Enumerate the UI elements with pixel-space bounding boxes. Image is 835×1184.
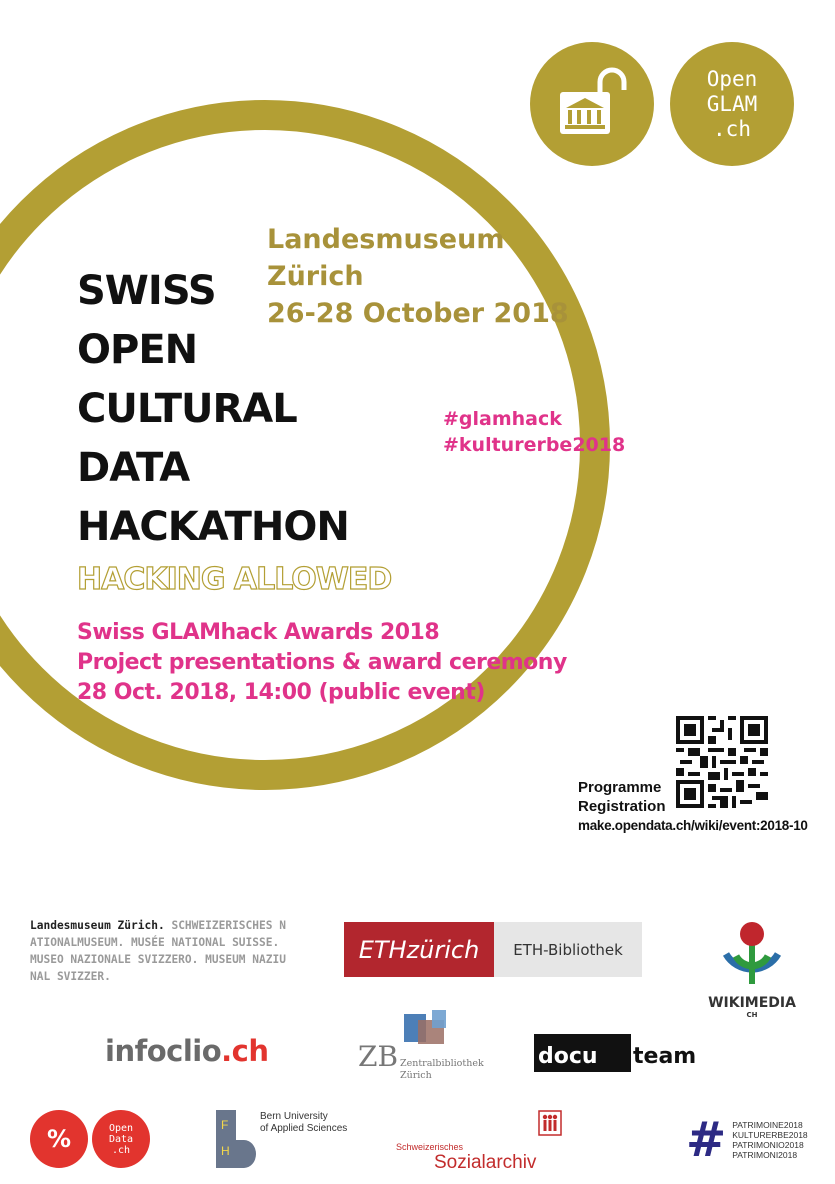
wikimedia-country: CH [746, 1011, 758, 1019]
eth-zurich-mark: ETHzürich [344, 922, 494, 977]
opendata-line-1: Open [108, 1122, 134, 1134]
sozialarchiv-name: Sozialarchiv [434, 1152, 537, 1173]
eth-logo [344, 922, 642, 977]
title-line-4: DATA [77, 445, 190, 491]
hashtag-icon: # [686, 1112, 727, 1168]
zb-book-icon [404, 1010, 454, 1046]
awards-subtitle: Project presentations & award ceremony [77, 650, 567, 675]
eth-bibliothek-label: ETH-Bibliothek [494, 922, 642, 977]
landesmuseum-subtitle: SCHWEIZERISCHES NATIONALMUSEUM. MUSÉE NATIONAL SUISSE. MUSEO NAZIONALE SVIZZERO. MUSEUM NAZIUNAL SVIZZER. [30, 919, 286, 983]
venue-name: Landesmuseum [267, 224, 505, 255]
hashtag-glamhack: #glamhack [443, 408, 562, 430]
title-line-5: HACKATHON [77, 504, 349, 550]
opendata-line-3: .ch [111, 1144, 131, 1156]
title-line-1: SWISS [77, 268, 216, 314]
openglam-line-1: Open [706, 66, 758, 91]
awards-block [77, 618, 567, 708]
sozialarchiv-logo [396, 1110, 556, 1173]
bfh-f: F [221, 1118, 229, 1132]
wikimedia-logo [698, 918, 806, 1019]
wikimedia-name: WIKIMEDIA [708, 995, 796, 1011]
zb-text [400, 1058, 484, 1082]
docuteam-docu: docu [534, 1034, 631, 1072]
zb-line-1: Zentralbibliothek [400, 1058, 484, 1069]
title-line-3: CULTURAL [77, 386, 297, 432]
qr-code-icon[interactable] [676, 716, 768, 808]
event-url-link[interactable]: make.opendata.ch/wiki/event:2018-10 [578, 818, 808, 833]
zb-line-2: Zürich [400, 1070, 432, 1081]
event-dates: 26-28 October 2018 [267, 298, 569, 329]
bfh-line-1: Bern University [260, 1111, 328, 1122]
venue-city: Zürich [267, 261, 364, 292]
bfh-logo [216, 1110, 366, 1170]
zentralbibliothek-logo [358, 1010, 498, 1086]
infoclio-info: info [105, 1034, 167, 1068]
awards-datetime: 28 Oct. 2018, 14:00 (public event) [77, 680, 485, 705]
registration-labels [578, 778, 666, 816]
opendata-symbol-logo: % [30, 1110, 88, 1168]
openglam-line-3: .ch [713, 116, 751, 141]
open-lock-badge [530, 42, 654, 166]
patrimoine-list [732, 1120, 807, 1160]
landesmuseum-logo [30, 917, 288, 985]
tagline: HACKING ALLOWED [77, 562, 392, 597]
awards-title: Swiss GLAMhack Awards 2018 [77, 620, 440, 645]
docuteam-logo [534, 1034, 696, 1072]
hashtags [443, 406, 625, 458]
landesmuseum-name: Landesmuseum Zürich. [30, 919, 165, 932]
bfh-name [260, 1111, 347, 1135]
patrimoine-line-3: PATRIMONIO2018 [732, 1140, 804, 1150]
opendata-text-logo [92, 1110, 150, 1168]
opendata-line-2: Data [108, 1133, 134, 1145]
zb-letters: ZB [358, 1040, 399, 1073]
event-title [77, 262, 349, 557]
patrimoine-line-4: PATRIMONI2018 [732, 1150, 798, 1160]
hashtag-kulturerbe: #kulturerbe2018 [443, 434, 626, 456]
patrimoine-line-1: PATRIMOINE2018 [732, 1120, 803, 1130]
wikimedia-icon [712, 918, 792, 988]
infoclio-tld: .ch [221, 1034, 269, 1068]
patrimoine-line-2: KULTURERBE2018 [732, 1130, 808, 1140]
open-museum-lock-icon [552, 64, 632, 144]
openglam-line-2: GLAM [706, 91, 758, 116]
sozialarchiv-prefix: Schweizerisches [396, 1142, 464, 1152]
infoclio-logo [105, 1034, 269, 1068]
patrimoine-logo [686, 1112, 808, 1168]
registration-label: Registration [578, 798, 666, 815]
sozialarchiv-figures-icon [538, 1110, 562, 1136]
infoclio-clio: clio [166, 1034, 222, 1068]
programme-label: Programme [578, 779, 662, 796]
openglam-badge [670, 42, 794, 166]
title-line-2: OPEN [77, 327, 198, 373]
docuteam-team: team [633, 1044, 697, 1069]
bfh-h: H [221, 1144, 230, 1158]
bfh-line-2: of Applied Sciences [260, 1123, 348, 1134]
